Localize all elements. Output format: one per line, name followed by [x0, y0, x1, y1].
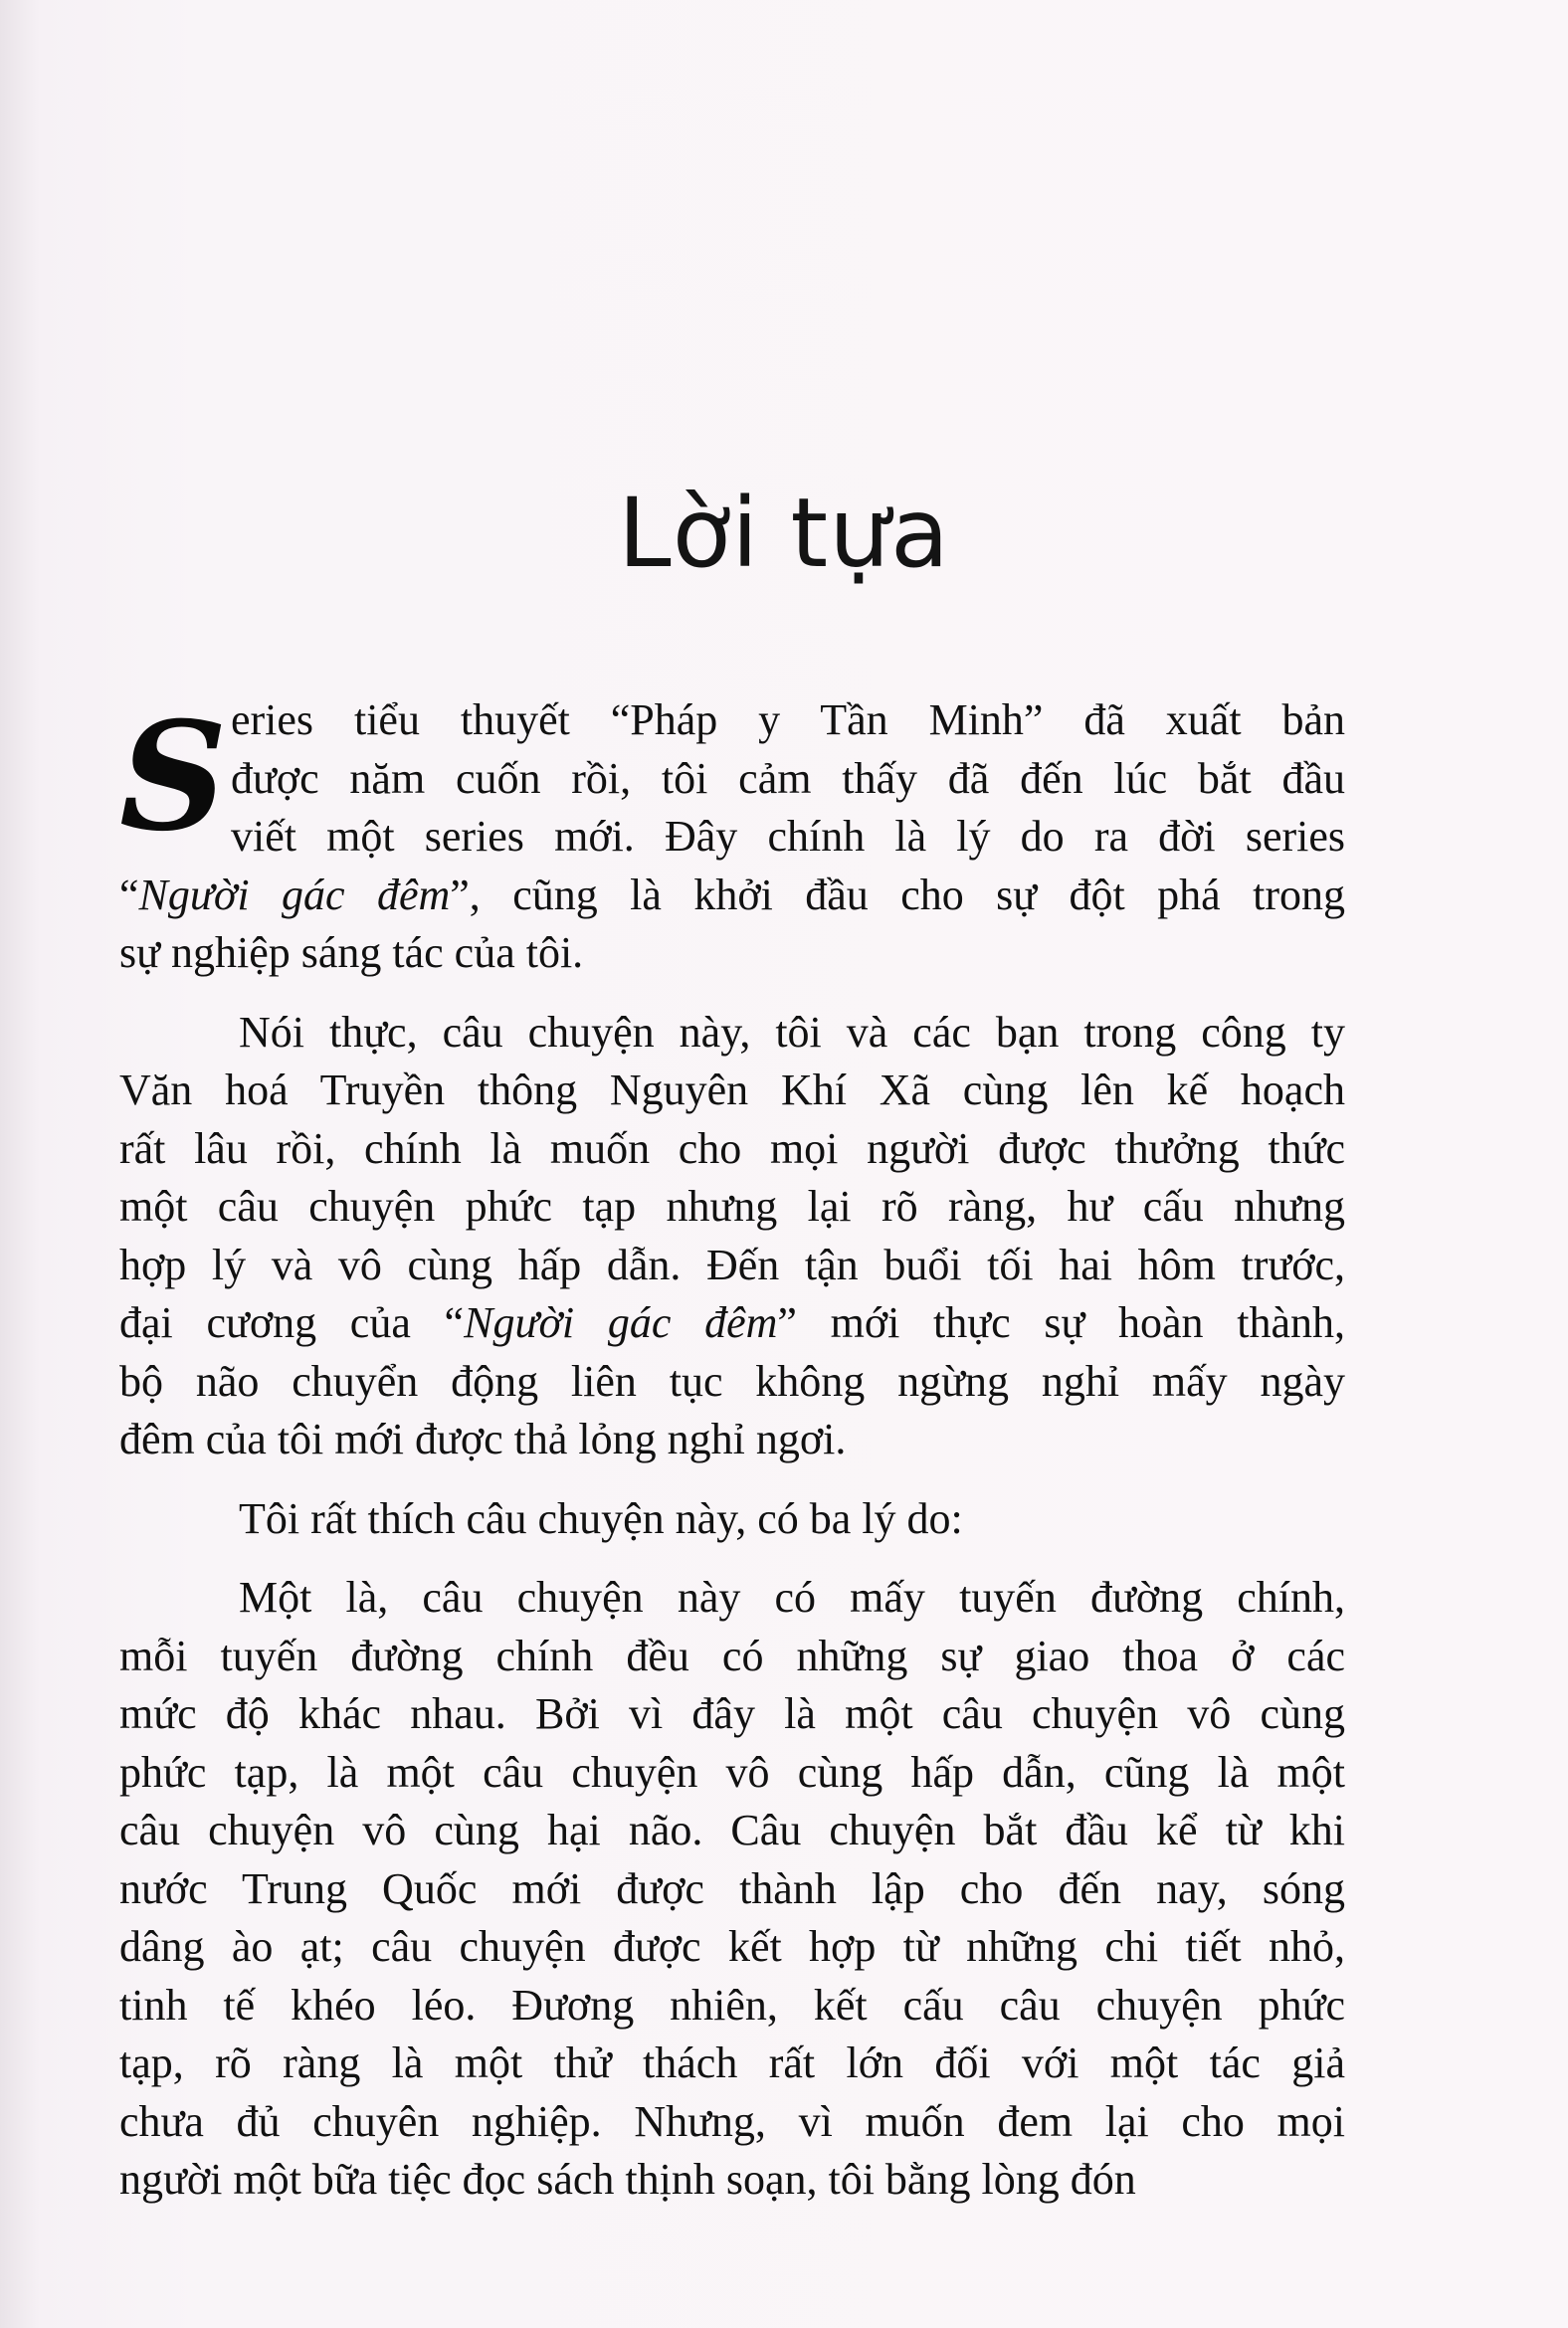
body-text	[119, 691, 1345, 2231]
text-line: chưa đủ chuyên nghiệp. Nhưng, vì muốn đem lại cho mọi	[119, 2096, 1345, 2146]
drop-cap: S	[119, 689, 228, 865]
text-line: tạp, rõ ràng là một thử thách rất lớn đối với một tác giả	[119, 2038, 1345, 2087]
text-line: Một là, câu chuyện này có mấy tuyến đường chính,	[239, 1573, 1345, 1622]
paragraph	[119, 691, 1345, 983]
text-line: Nói thực, câu chuyện này, tôi và các bạn trong công ty	[239, 1007, 1345, 1057]
text-line: mỗi tuyến đường chính đều có những sự giao thoa ở các	[119, 1631, 1345, 1680]
paragraph	[119, 1490, 1345, 1549]
text-line: mức độ khác nhau. Bởi vì đây là một câu chuyện vô cùng	[119, 1689, 1345, 1738]
text-segment: ”, cũng là khởi đầu cho sự đột phá trong	[450, 870, 1346, 919]
text-line: tinh tế khéo léo. Đương nhiên, kết cấu câu chuyện phức	[119, 1980, 1345, 2030]
italic-title: Người gác đêm	[138, 870, 451, 919]
text-line: Văn hoá Truyền thông Nguyên Khí Xã cùng lên kế hoạch	[119, 1066, 1345, 1114]
text-line	[119, 867, 1345, 925]
text-line: Tôi rất thích câu chuyện này, có ba lý do:	[239, 1493, 963, 1543]
text-line: được năm cuốn rồi, tôi cảm thấy đã đến lúc bắt đầu	[231, 753, 1345, 803]
text-line: bộ não chuyển động liên tục không ngừng nghỉ mấy ngày	[119, 1356, 1345, 1406]
text-line: viết một series mới. Đây chính là lý do ra đời series	[231, 812, 1345, 861]
text-line: đêm của tôi mới được thả lỏng nghỉ ngơi.	[119, 1415, 847, 1463]
paragraph	[119, 1569, 1345, 2210]
text-line	[119, 1294, 1345, 1353]
text-line: hợp lý và vô cùng hấp dẫn. Đến tận buổi tối hai hôm trước,	[119, 1240, 1345, 1289]
italic-title: Người gác đêm	[464, 1298, 778, 1347]
text-line: một câu chuyện phức tạp nhưng lại rõ ràng, hư cấu nhưng	[119, 1182, 1345, 1231]
text-line: sự nghiệp sáng tác của tôi.	[119, 928, 584, 977]
text-line: dâng ào ạt; câu chuyện được kết hợp từ những chi tiết nhỏ,	[119, 1922, 1345, 1971]
chapter-title: Lời tựa	[618, 478, 950, 589]
paragraph	[119, 1004, 1345, 1469]
text-segment: ” mới thực sự hoàn thành,	[777, 1298, 1345, 1347]
text-segment: “	[119, 870, 139, 919]
text-line: rất lâu rồi, chính là muốn cho mọi người được thưởng thức	[119, 1123, 1345, 1173]
text-line: câu chuyện vô cùng hại não. Câu chuyện bắt đầu kể từ khi	[119, 1806, 1345, 1854]
text-line: nước Trung Quốc mới được thành lập cho đến nay, sóng	[119, 1863, 1345, 1913]
text-segment: đại cương của “	[119, 1298, 465, 1347]
text-line: phức tạp, là một câu chuyện vô cùng hấp dẫn, cũng là một	[119, 1747, 1345, 1797]
text-line: người một bữa tiệc đọc sách thịnh soạn, tôi bằng lòng đón	[119, 2155, 1136, 2204]
text-line: eries tiểu thuyết “Pháp y Tần Minh” đã xuất bản	[231, 695, 1345, 744]
